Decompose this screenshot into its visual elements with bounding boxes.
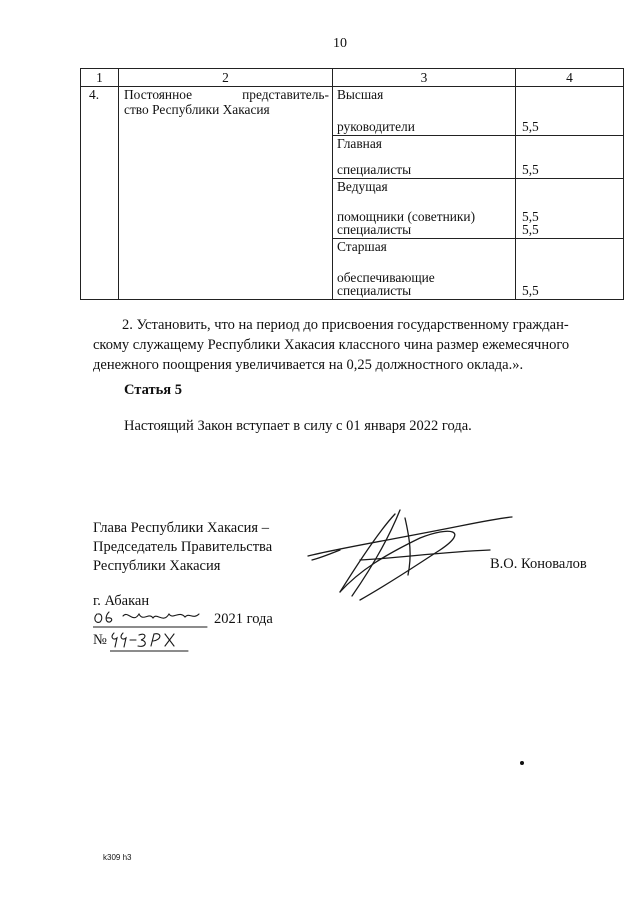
signatory-name: В.О. Коновалов [490,556,587,572]
clause-paragraph [93,315,598,375]
signatory-title [93,519,272,576]
value-cell [516,239,624,300]
organization-text: Постоянное [124,87,193,102]
header-cell: 2 [119,69,333,87]
row-number: 4. [81,87,119,300]
group-cell [333,179,516,239]
group-title: Ведущая [337,179,388,194]
article-text: Настоящий Закон вступает в силу с 01 января 2022 года. [124,418,472,434]
group-cell [333,136,516,179]
group-title: Высшая [337,87,384,102]
position-name: специалисты [337,222,412,237]
positions-table [80,68,624,300]
paragraph-line: 2. Установить, что на период до присвоения государственному граждан- [122,317,569,333]
paragraph-line: скому служащему Республики Хакасия классного чина размер ежемесячного [93,337,570,353]
position-name: помощники (советники) [337,209,476,224]
value-cell [516,136,624,179]
table-header-row [81,69,624,87]
page-number: 10 [333,36,347,51]
signatory-title-line: Республики Хакасия [93,558,221,574]
group-cell [333,87,516,136]
date-year: 2021 года [214,611,273,627]
handwritten-number [110,629,190,653]
value-cell [516,87,624,136]
table-row [81,87,624,136]
header-cell: 1 [81,69,119,87]
paragraph-line: денежного поощрения увеличивается на 0,25 должностного оклада.». [93,357,524,373]
position-name: специалисты [337,162,412,177]
header-cell: 3 [333,69,516,87]
position-name: обеспечивающие [337,270,435,285]
ink-dot [520,761,524,765]
coefficient-value: 5,5 [522,119,539,134]
organization-cell [119,87,333,300]
coefficient-value: 5,5 [522,162,539,177]
number-sign: № [93,632,107,648]
organization-text: представитель- [242,87,329,102]
article-heading: Статья 5 [124,382,182,398]
coefficient-value: 5,5 [522,209,539,224]
signing-date [93,608,273,630]
group-title: Старшая [337,239,387,254]
handwritten-date [93,608,209,630]
position-name: руководители [337,119,415,134]
place-of-signing: г. Абакан [93,593,150,609]
handwritten-signature [300,500,520,610]
group-cell [333,239,516,300]
organization-text: ство Республики Хакасия [124,102,270,117]
position-name: специалисты [337,283,412,298]
header-cell: 4 [516,69,624,87]
group-title: Главная [337,136,382,151]
coefficient-value: 5,5 [522,222,539,237]
value-cell [516,179,624,239]
document-code: k309 h3 [103,853,132,862]
signatory-title-line: Председатель Правительства [93,539,273,555]
signatory-title-line: Глава Республики Хакасия – [93,520,269,536]
coefficient-value: 5,5 [522,283,539,298]
